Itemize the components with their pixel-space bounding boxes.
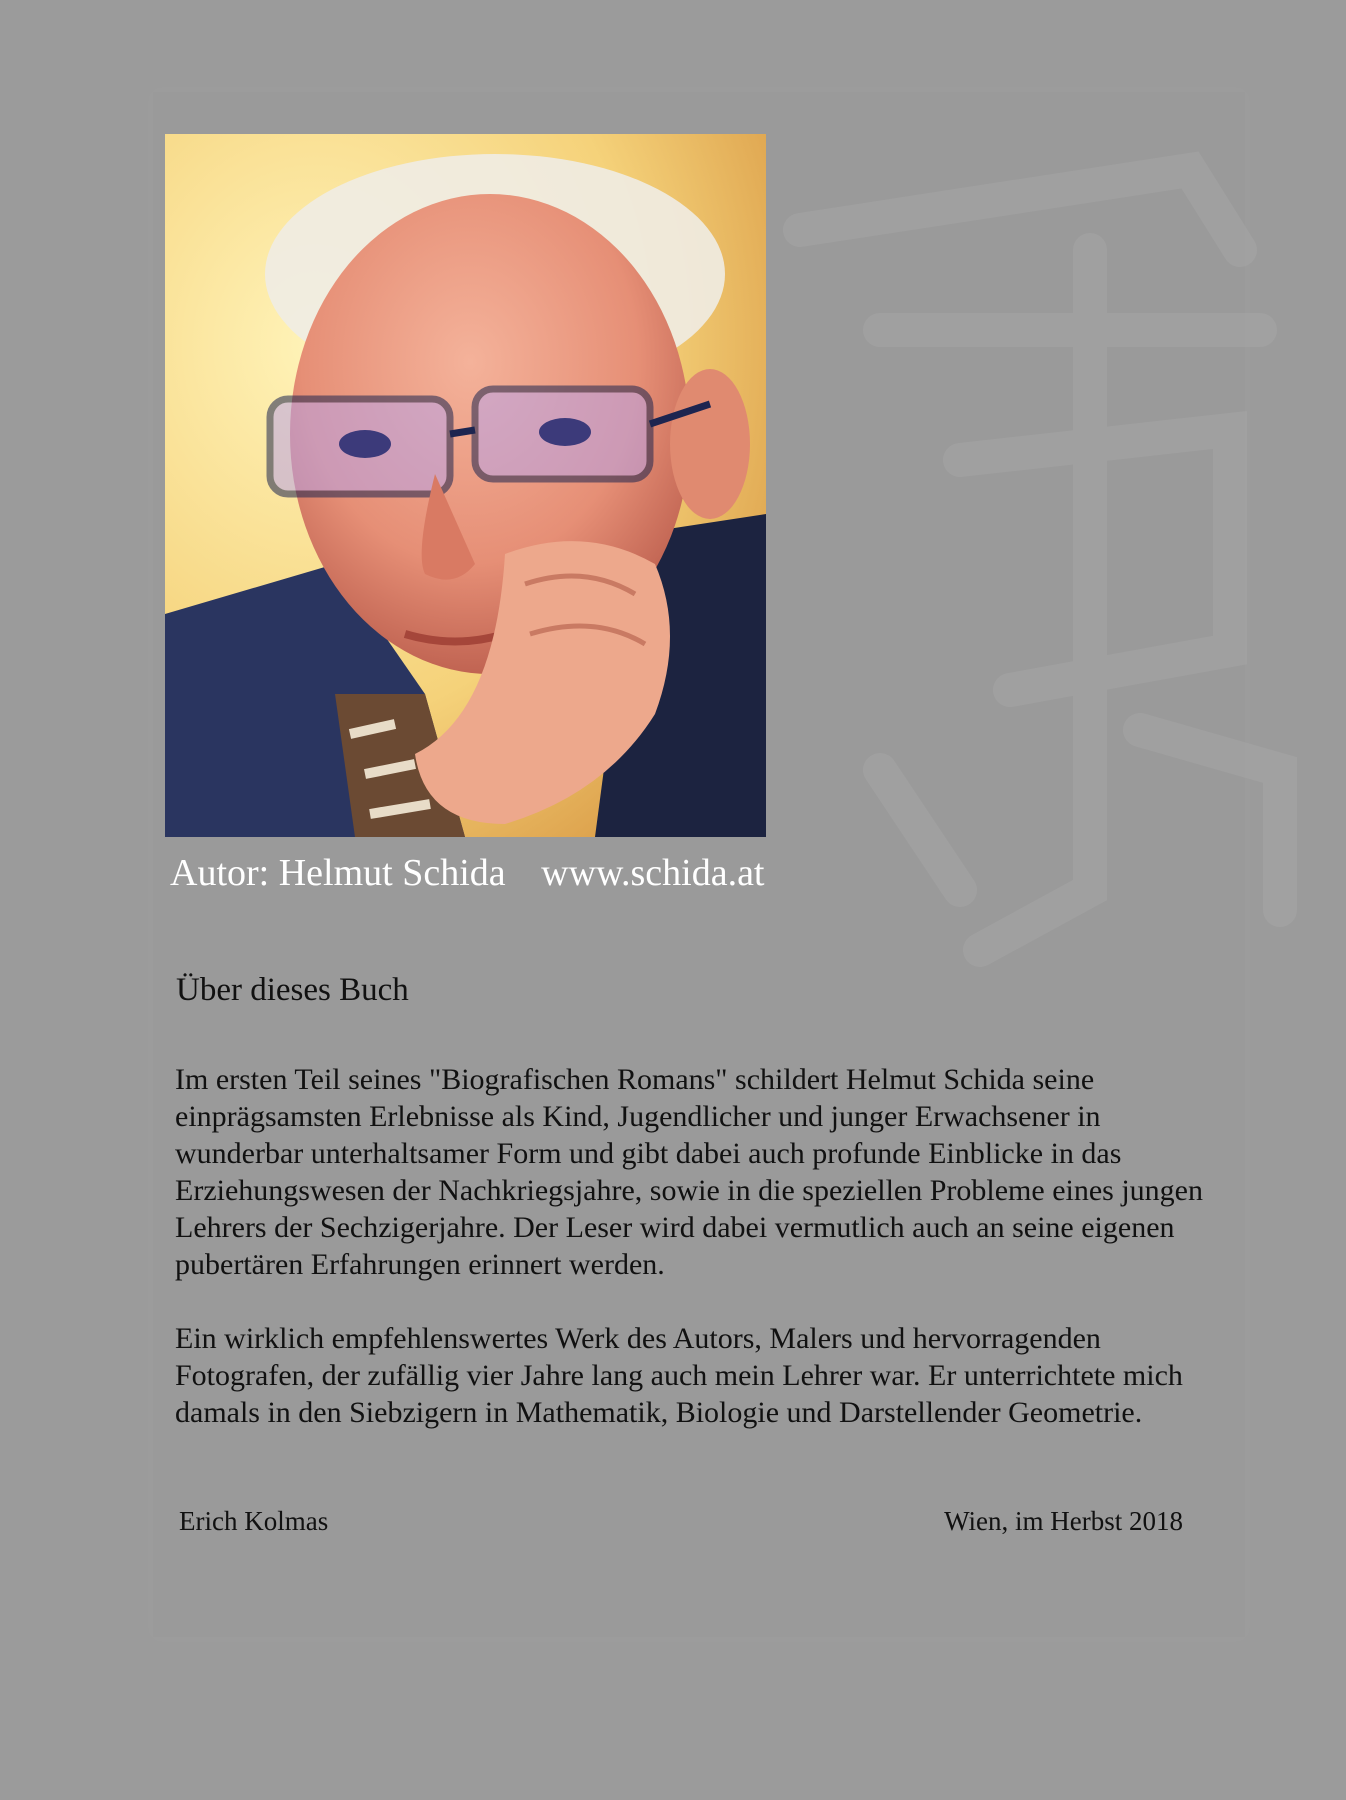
signature: Erich Kolmas [179, 1506, 329, 1536]
paragraph-2: Ein wirklich empfehlenswertes Werk des Autors, Malers und hervorragenden Fotografen, der zufällig vier Jahre lang auch mein Lehrer war. Er unterrichtete mich damals in den Siebzigern in Mathematik, Biologie und Darstellender Geometrie. [175, 1322, 1183, 1429]
watermark-graphic [760, 130, 1320, 1000]
place-date: Wien, im Herbst 2018 [944, 1506, 1183, 1536]
author-photo [165, 134, 766, 837]
author-website-link[interactable]: www.schida.at [541, 852, 765, 894]
author-portrait-icon [165, 134, 766, 837]
section-title: Über dieses Buch [176, 972, 409, 1008]
paragraph-1: Im ersten Teil seines "Biografischen Romans" schildert Helmut Schida seine einprägsamsten Erlebnisse als Kind, Jugendlicher und junger Erwachsener in wunderbar unterhaltsamer Form und gibt dabei auch profunde Einblicke in das Erziehungswesen der Nachkriegsjahre, sowie in die speziellen Probleme eines jungen Lehrers der Sechzigerjahre. Der Leser wird dabei vermutlich auch an seine eigenen pubertären Erfahrungen erinnert werden. [175, 1063, 1203, 1281]
author-caption [170, 851, 790, 895]
author-name: Autor: Helmut Schida [170, 852, 506, 894]
